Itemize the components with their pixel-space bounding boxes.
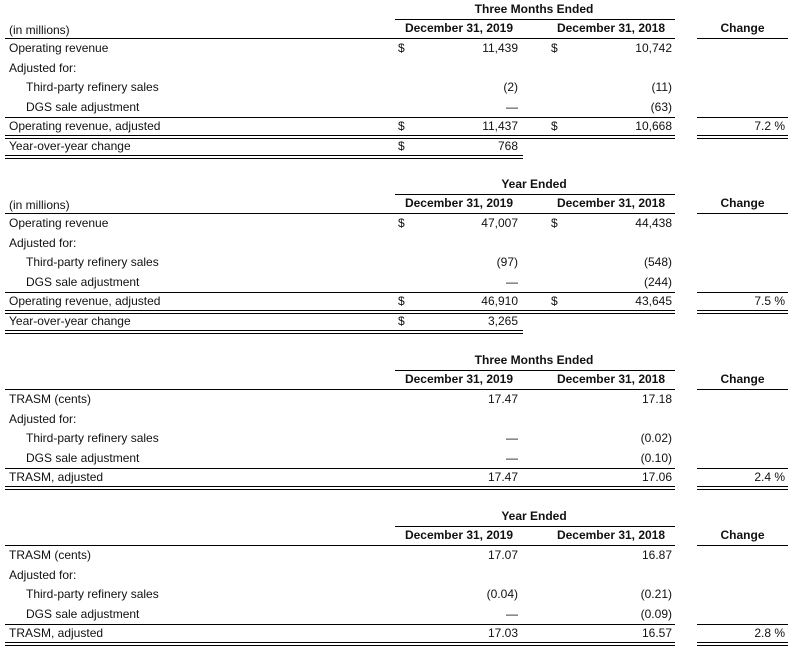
currency-symbol: $	[551, 216, 558, 230]
column-header-2019: December 31, 2019	[404, 372, 514, 386]
row-label: TRASM, adjusted	[9, 626, 104, 640]
value-2019: (0.04)	[486, 587, 518, 601]
value-2019: 3,265	[487, 313, 518, 328]
value-2018: (11)	[651, 80, 672, 94]
yoy-double-line	[5, 155, 523, 159]
column-header-2019: December 31, 2019	[404, 528, 514, 542]
value-2018: 16.57	[641, 626, 672, 640]
row-label: Operating revenue, adjusted	[9, 119, 161, 133]
table-row	[0, 566, 806, 586]
column-header-2019: December 31, 2019	[404, 21, 514, 35]
table-row	[0, 605, 806, 625]
value-2018: 43,645	[635, 294, 672, 308]
table-row	[0, 585, 806, 605]
row-label: DGS sale adjustment	[26, 99, 140, 114]
change-header: Change	[720, 196, 765, 210]
yoy-double-line	[5, 330, 523, 334]
change-total-double-line	[697, 486, 788, 490]
table-row	[0, 234, 806, 254]
value-2019: 11,437	[482, 119, 518, 133]
row-label: Third-party refinery sales	[26, 255, 159, 269]
value-2018: 10,742	[635, 41, 672, 55]
value-2019: —	[506, 274, 518, 289]
table-row	[0, 214, 806, 234]
row-label: Operating revenue, adjusted	[9, 294, 161, 308]
row-label: Third-party refinery sales	[26, 80, 159, 94]
table-row	[0, 78, 806, 98]
change-value: 7.2 %	[754, 119, 785, 133]
table-row	[0, 59, 806, 79]
table-row	[0, 253, 806, 273]
period-header: Three Months Ended	[474, 353, 594, 367]
period-underline	[395, 370, 675, 371]
value-2019: 17.07	[487, 548, 518, 562]
row-label: Operating revenue	[9, 41, 109, 55]
value-2018: (63)	[650, 99, 672, 114]
table-row	[0, 410, 806, 430]
value-2018: (0.10)	[640, 450, 672, 465]
value-2018: 10,668	[635, 119, 672, 133]
value-2018: (0.09)	[640, 606, 672, 621]
row-label: DGS sale adjustment	[26, 606, 140, 621]
table-row	[0, 468, 806, 488]
currency-symbol: $	[398, 138, 405, 153]
value-2018: 17.18	[641, 392, 672, 406]
table-row	[0, 117, 806, 137]
column-header-2018: December 31, 2018	[556, 21, 666, 35]
table-row	[0, 98, 806, 118]
row-label: Adjusted for:	[9, 235, 77, 250]
table-row	[0, 292, 806, 312]
currency-symbol: $	[551, 294, 558, 308]
table-row	[0, 390, 806, 410]
change-value: 2.8 %	[754, 626, 785, 640]
row-label: Year-over-year change	[9, 313, 131, 328]
row-label: DGS sale adjustment	[26, 450, 140, 465]
currency-symbol: $	[398, 119, 405, 133]
currency-symbol: $	[398, 41, 405, 55]
value-2019: —	[506, 99, 518, 114]
change-header: Change	[720, 372, 765, 386]
value-2019: 11,439	[482, 41, 518, 55]
table-row	[0, 39, 806, 59]
currency-symbol: $	[398, 294, 405, 308]
change-header: Change	[720, 21, 765, 35]
value-2019: 46,910	[481, 294, 518, 308]
column-header-2018: December 31, 2018	[556, 528, 666, 542]
value-2018: 17.06	[641, 470, 672, 484]
row-label: TRASM (cents)	[9, 392, 92, 406]
currency-symbol: $	[398, 216, 405, 230]
table-row	[0, 624, 806, 644]
table-row	[0, 449, 806, 469]
row-label: TRASM, adjusted	[9, 470, 104, 484]
period-underline	[395, 526, 675, 527]
currency-symbol: $	[551, 119, 558, 133]
value-2019: —	[506, 431, 518, 445]
change-total-double-line	[697, 642, 788, 646]
value-2019: 47,007	[481, 216, 518, 230]
value-2018: (548)	[643, 255, 672, 269]
total-double-line	[5, 486, 675, 490]
row-label: Adjusted for:	[9, 60, 77, 75]
row-label: Operating revenue	[9, 216, 109, 230]
currency-symbol: $	[398, 313, 405, 328]
column-header-2018: December 31, 2018	[556, 196, 666, 210]
change-value: 2.4 %	[754, 470, 785, 484]
change-value: 7.5 %	[754, 294, 785, 308]
period-header: Three Months Ended	[474, 2, 594, 16]
row-label: Third-party refinery sales	[26, 431, 159, 445]
row-label: Adjusted for:	[9, 411, 77, 426]
unit-label: (in millions)	[9, 23, 70, 37]
column-header-2018: December 31, 2018	[556, 372, 666, 386]
row-label: Adjusted for:	[9, 567, 77, 582]
value-2019: 17.03	[487, 626, 518, 640]
table-row	[0, 137, 806, 157]
value-2019: (2)	[503, 80, 518, 94]
value-2019: 17.47	[487, 392, 518, 406]
value-2019: —	[506, 606, 518, 621]
table-row	[0, 546, 806, 566]
table-row	[0, 429, 806, 449]
period-header: Year Ended	[501, 177, 567, 191]
period-underline	[395, 19, 675, 20]
value-2018: (0.21)	[640, 587, 672, 601]
change-header: Change	[720, 528, 765, 542]
row-label: DGS sale adjustment	[26, 274, 140, 289]
row-label: Third-party refinery sales	[26, 587, 159, 601]
currency-symbol: $	[551, 41, 558, 55]
value-2019: —	[506, 450, 518, 465]
value-2018: (0.02)	[640, 431, 672, 445]
unit-label: (in millions)	[9, 198, 70, 212]
value-2019: 768	[497, 138, 518, 153]
period-underline	[395, 194, 675, 195]
row-label: TRASM (cents)	[9, 548, 92, 562]
row-label: Year-over-year change	[9, 138, 131, 153]
total-double-line	[5, 642, 675, 646]
period-header: Year Ended	[501, 509, 567, 523]
table-row	[0, 312, 806, 332]
value-2019: 17.47	[487, 470, 518, 484]
value-2019: (97)	[496, 255, 518, 269]
table-row	[0, 273, 806, 293]
value-2018: 44,438	[635, 216, 672, 230]
column-header-2019: December 31, 2019	[404, 196, 514, 210]
value-2018: 16.87	[641, 548, 672, 562]
value-2018: (244)	[643, 274, 672, 289]
